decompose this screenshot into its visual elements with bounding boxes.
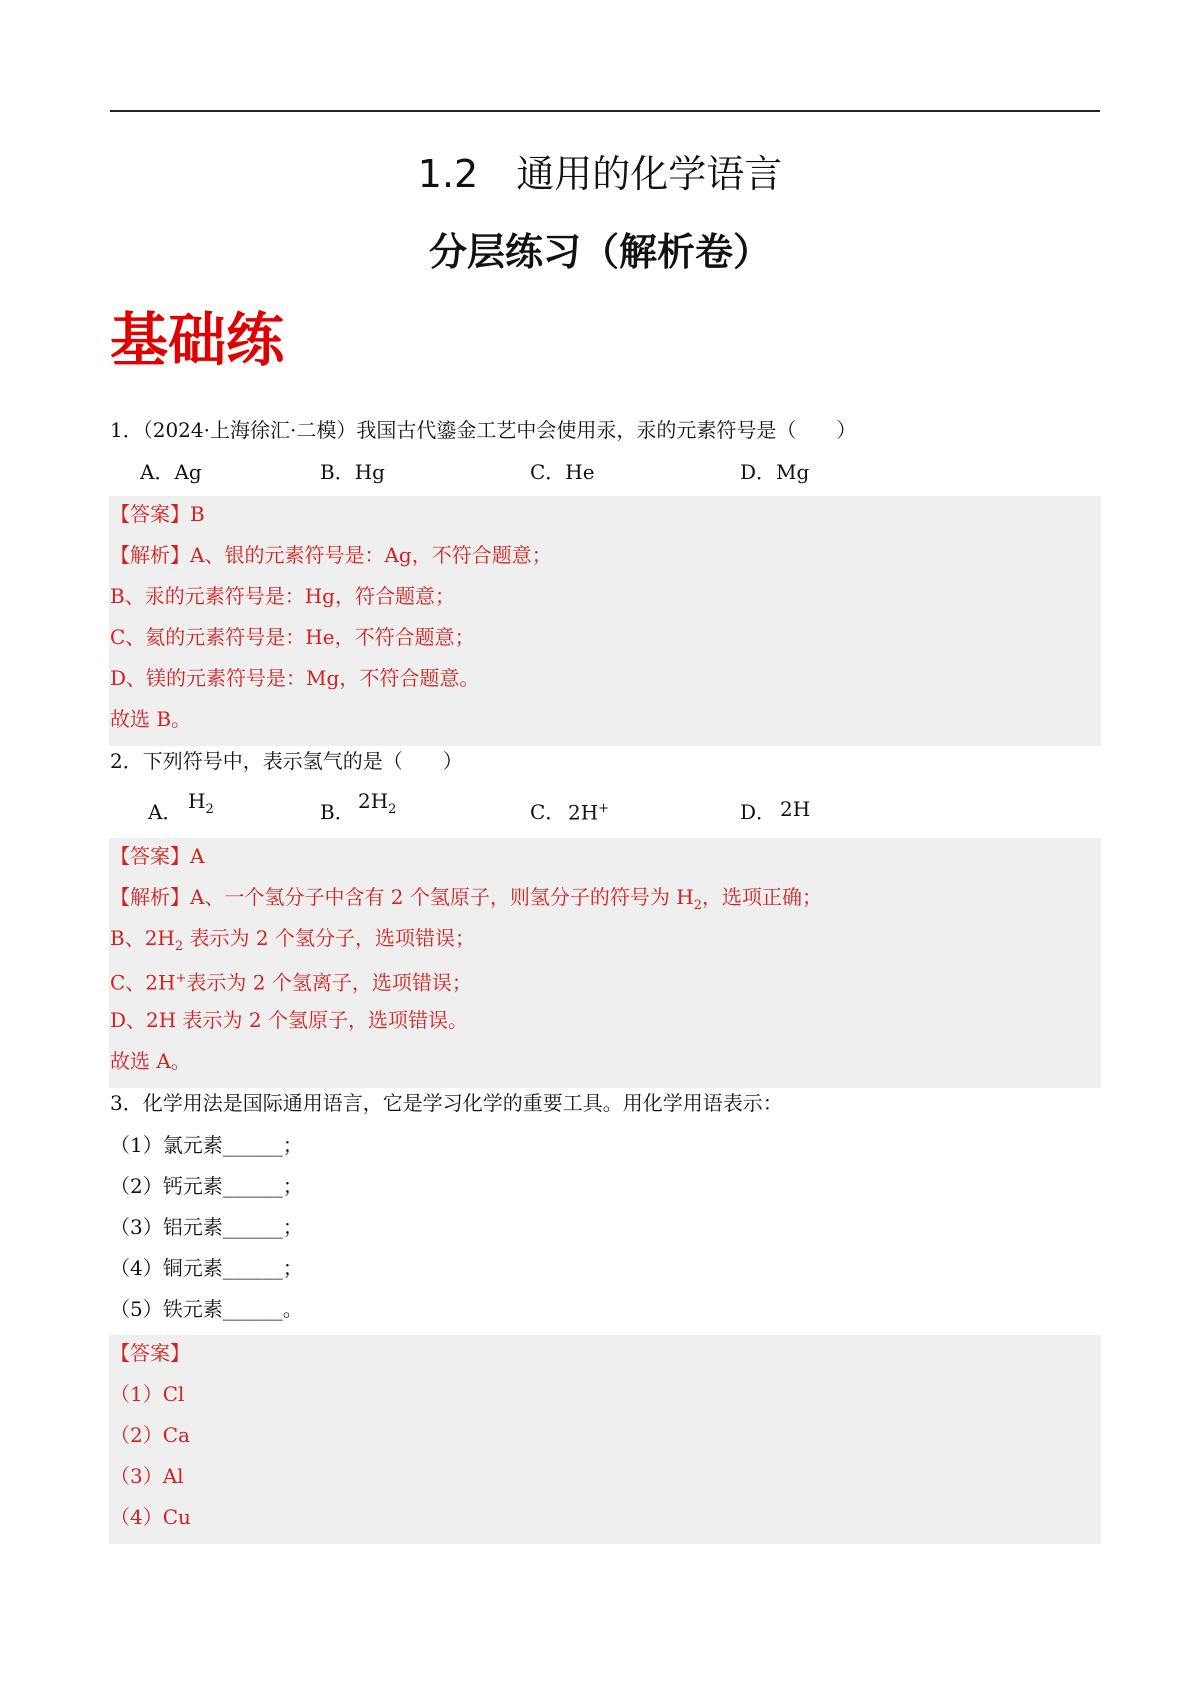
- q3-answer-item: （3）Al: [110, 1464, 184, 1488]
- q3-item: （4）铜元素______；: [110, 1256, 303, 1280]
- q1-option-c: C．He: [530, 460, 595, 484]
- q3-answer-item: （1）Cl: [110, 1382, 185, 1406]
- q1-option-b: B．Hg: [320, 460, 385, 484]
- q2-option-d-formula: 2H: [780, 797, 811, 821]
- q1-solution-box: [109, 496, 1101, 746]
- q2-option-b-label: B．: [320, 800, 355, 824]
- q3-item: （2）钙元素______；: [110, 1174, 303, 1198]
- section-heading: 基础练: [110, 306, 285, 374]
- q2-analysis-line: B、$2H_2$ 表示为 2 个氢分子，选项错误；: [110, 926, 475, 954]
- q2-analysis-line: C、2H+表示为 2 个氢离子，选项错误；: [110, 970, 472, 995]
- q1-analysis-line: 故选 B。: [110, 707, 192, 731]
- q3-answer-item: （4）Cu: [110, 1505, 191, 1529]
- q2-analysis-line: 故选 A。: [110, 1049, 191, 1073]
- q3-answer: 【答案】: [110, 1341, 190, 1365]
- q2-option-c-label: C．: [530, 800, 566, 824]
- q2-option-d-label: D．: [740, 800, 777, 824]
- q3-answer-item: （2）Ca: [110, 1423, 190, 1447]
- q3-item: （3）铝元素______；: [110, 1215, 303, 1239]
- q1-stem: 1．（2024·上海徐汇·二模）我国古代鎏金工艺中会使用汞，汞的元素符号是（ ）: [110, 418, 857, 442]
- q2-stem: 2．下列符号中，表示氢气的是（ ）: [110, 749, 463, 773]
- page-title: 1.2 通用的化学语言: [417, 152, 783, 196]
- q1-analysis-line: 【解析】A、银的元素符号是：Ag，不符合题意；: [110, 543, 552, 567]
- header-rule: [110, 110, 1100, 112]
- q3-item: （5）铁元素______。: [110, 1297, 303, 1321]
- q2-analysis-line: 【解析】A、一个氢分子中含有 2 个氢原子，则氢分子的符号为 $H_2$，选项正确；: [110, 885, 822, 913]
- q1-answer: 【答案】B: [110, 502, 205, 526]
- q2-option-a-label: A．: [148, 800, 183, 824]
- q2-analysis-line: D、2H 表示为 2 个氢原子，选项错误。: [110, 1008, 468, 1032]
- q1-analysis-line: C、氦的元素符号是：He，不符合题意；: [110, 625, 475, 649]
- q1-analysis-line: D、镁的元素符号是：Mg，不符合题意。: [110, 666, 480, 690]
- page-subtitle: 分层练习（解析卷）: [428, 230, 771, 274]
- q1-option-d: D．Mg: [740, 460, 810, 484]
- q2-option-a-formula: $H_2$: [188, 789, 214, 817]
- q1-analysis-line: B、汞的元素符号是：Hg，符合题意；: [110, 584, 455, 608]
- q3-stem: 3．化学用法是国际通用语言，它是学习化学的重要工具。用化学用语表示：: [110, 1091, 783, 1115]
- q2-option-b-formula: $2H_2$: [358, 789, 397, 817]
- q3-item: （1）氯元素______；: [110, 1133, 303, 1157]
- q2-solution-box: [109, 838, 1101, 1088]
- q2-answer: 【答案】A: [110, 844, 205, 868]
- q2-option-c-formula: 2H+: [568, 800, 610, 825]
- q1-option-a: A．Ag: [140, 460, 202, 484]
- q3-solution-box: [109, 1335, 1101, 1544]
